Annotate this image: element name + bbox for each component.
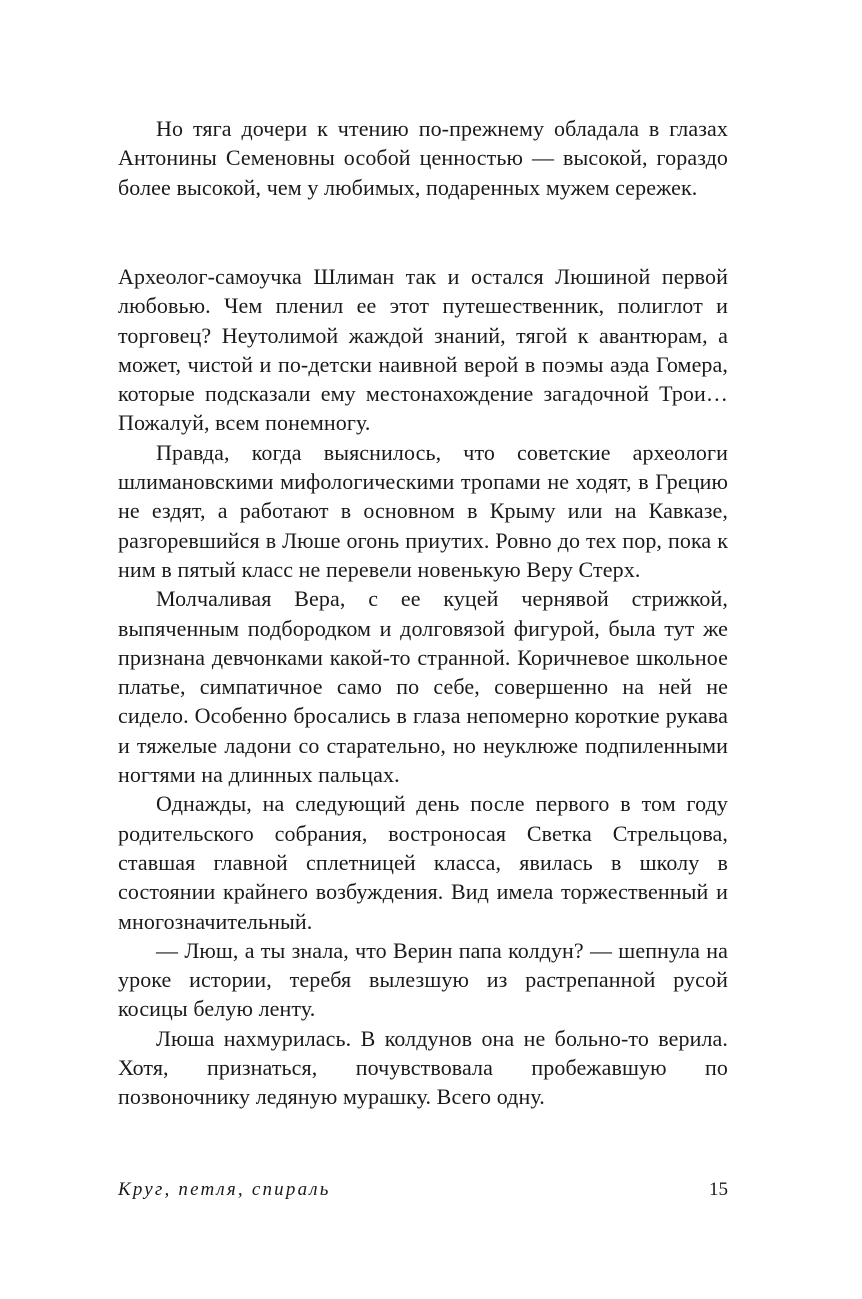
page-number: 15 [709,1179,728,1200]
paragraph: Но тяга дочери к чтению по-прежнему обладала в глазах Антонины Семеновны особой ценностью — высокой, гораздо более высокой, чем у любимых, подаренных мужем сережек. [118,116,728,200]
paragraph: Молчаливая Вера, с ее куцей чернявой стрижкой, выпяченным подбородком и долговязой фигурой, была тут же признана девчонками какой-то странной. Коричневое школьное платье, симпатичное само по себе, совершенно на ней не сидело. Особенно бросались в глаза непомерно короткие рукава и тяжелые ладони со старательно, но неуклюже подпиленными ногтями на длинных пальцах. [118,586,728,788]
paragraph: Однажды, на следующий день после первого в том году родительского собрания, востроносая Светка Стрельцова, ставшая главной сплетницей класса, явилась в школу в состоянии крайнего возбуждения. Вид имела торжественный и многозначительный. [118,791,728,934]
paragraph: Люша нахмурилась. В колдунов она не больно-то верила. Хотя, признаться, почувствовала пробежавшую по позвоночнику ледяную мурашку. Всего одну. [118,1025,728,1110]
running-title: Круг, петля, спираль [118,1179,331,1200]
text-section-2 [118,262,728,1112]
text-section-1 [118,114,728,202]
paragraph: — Люш, а ты знала, что Верин папа колдун? — шепнула на уроке истории, теребя вылезшую из растрепанной русой косицы белую ленту. [118,937,728,1022]
paragraph: Археолог-самоучка Шлиман так и остался Люшиной первой любовью. Чем пленил ее этот путешественник, полиглот и торговец? Неутолимой жаждой знаний, тягой к авантюрам, а может, чистой и по-детски наивной верой в поэмы аэда Гомера, которые подсказали ему местонахождение загадочной Трои… Пожалуй, всем понемногу. [118,264,728,436]
paragraph: Правда, когда выяснилось, что советские археологи шлимановскими мифологическими тропами не ходят, в Грецию не ездят, а работают в основном в Крыму или на Кавказе, разгоревшийся в Люше огонь приутих. Ровно до тех пор, пока к ним в пятый класс не перевели новенькую Веру Стерх. [118,439,728,582]
